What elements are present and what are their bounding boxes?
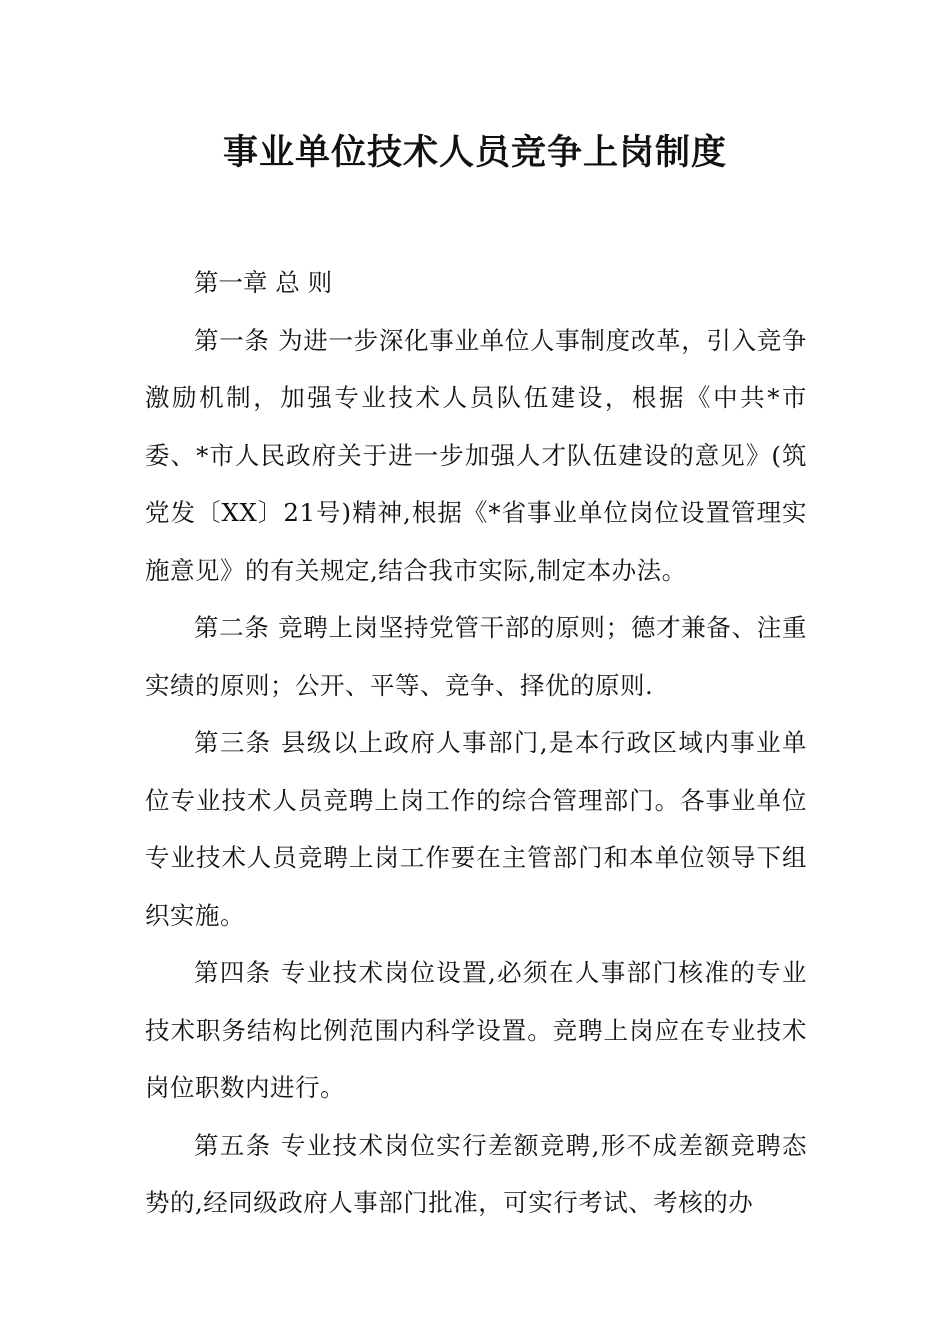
article-4: 第四条 专业技术岗位设置,必须在人事部门核准的专业技术职务结构比例范围内科学设置。竞聘上岗应在专业技术岗位职数内进行。	[145, 958, 807, 1102]
chapter-heading: 第一章 总 则	[194, 268, 333, 297]
article-3: 第三条 县级以上政府人事部门,是本行政区域内事业单位专业技术人员竞聘上岗工作的综合管理部门。各事业单位专业技术人员竞聘上岗工作要在主管部门和本单位领导下组织实施。	[145, 728, 807, 930]
document-body	[145, 254, 807, 1232]
document-title: 事业单位技术人员竞争上岗制度	[222, 132, 727, 173]
article-2: 第二条 竞聘上岗坚持党管干部的原则；德才兼备、注重实绩的原则；公开、平等、竞争、择优的原则.	[145, 613, 807, 700]
article-5: 第五条 专业技术岗位实行差额竞聘,形不成差额竞聘态势的,经同级政府人事部门批准，可实行考试、考核的办	[145, 1130, 807, 1217]
article-1: 第一条 为进一步深化事业单位人事制度改革，引入竞争激励机制，加强专业技术人员队伍建设，根据《中共*市委、*市人民政府关于进一步加强人才队伍建设的意见》(筑党发〔XX〕21号)精神,根据《*省事业单位岗位设置管理实施意见》的有关规定,结合我市实际,制定本办法。	[145, 325, 807, 585]
